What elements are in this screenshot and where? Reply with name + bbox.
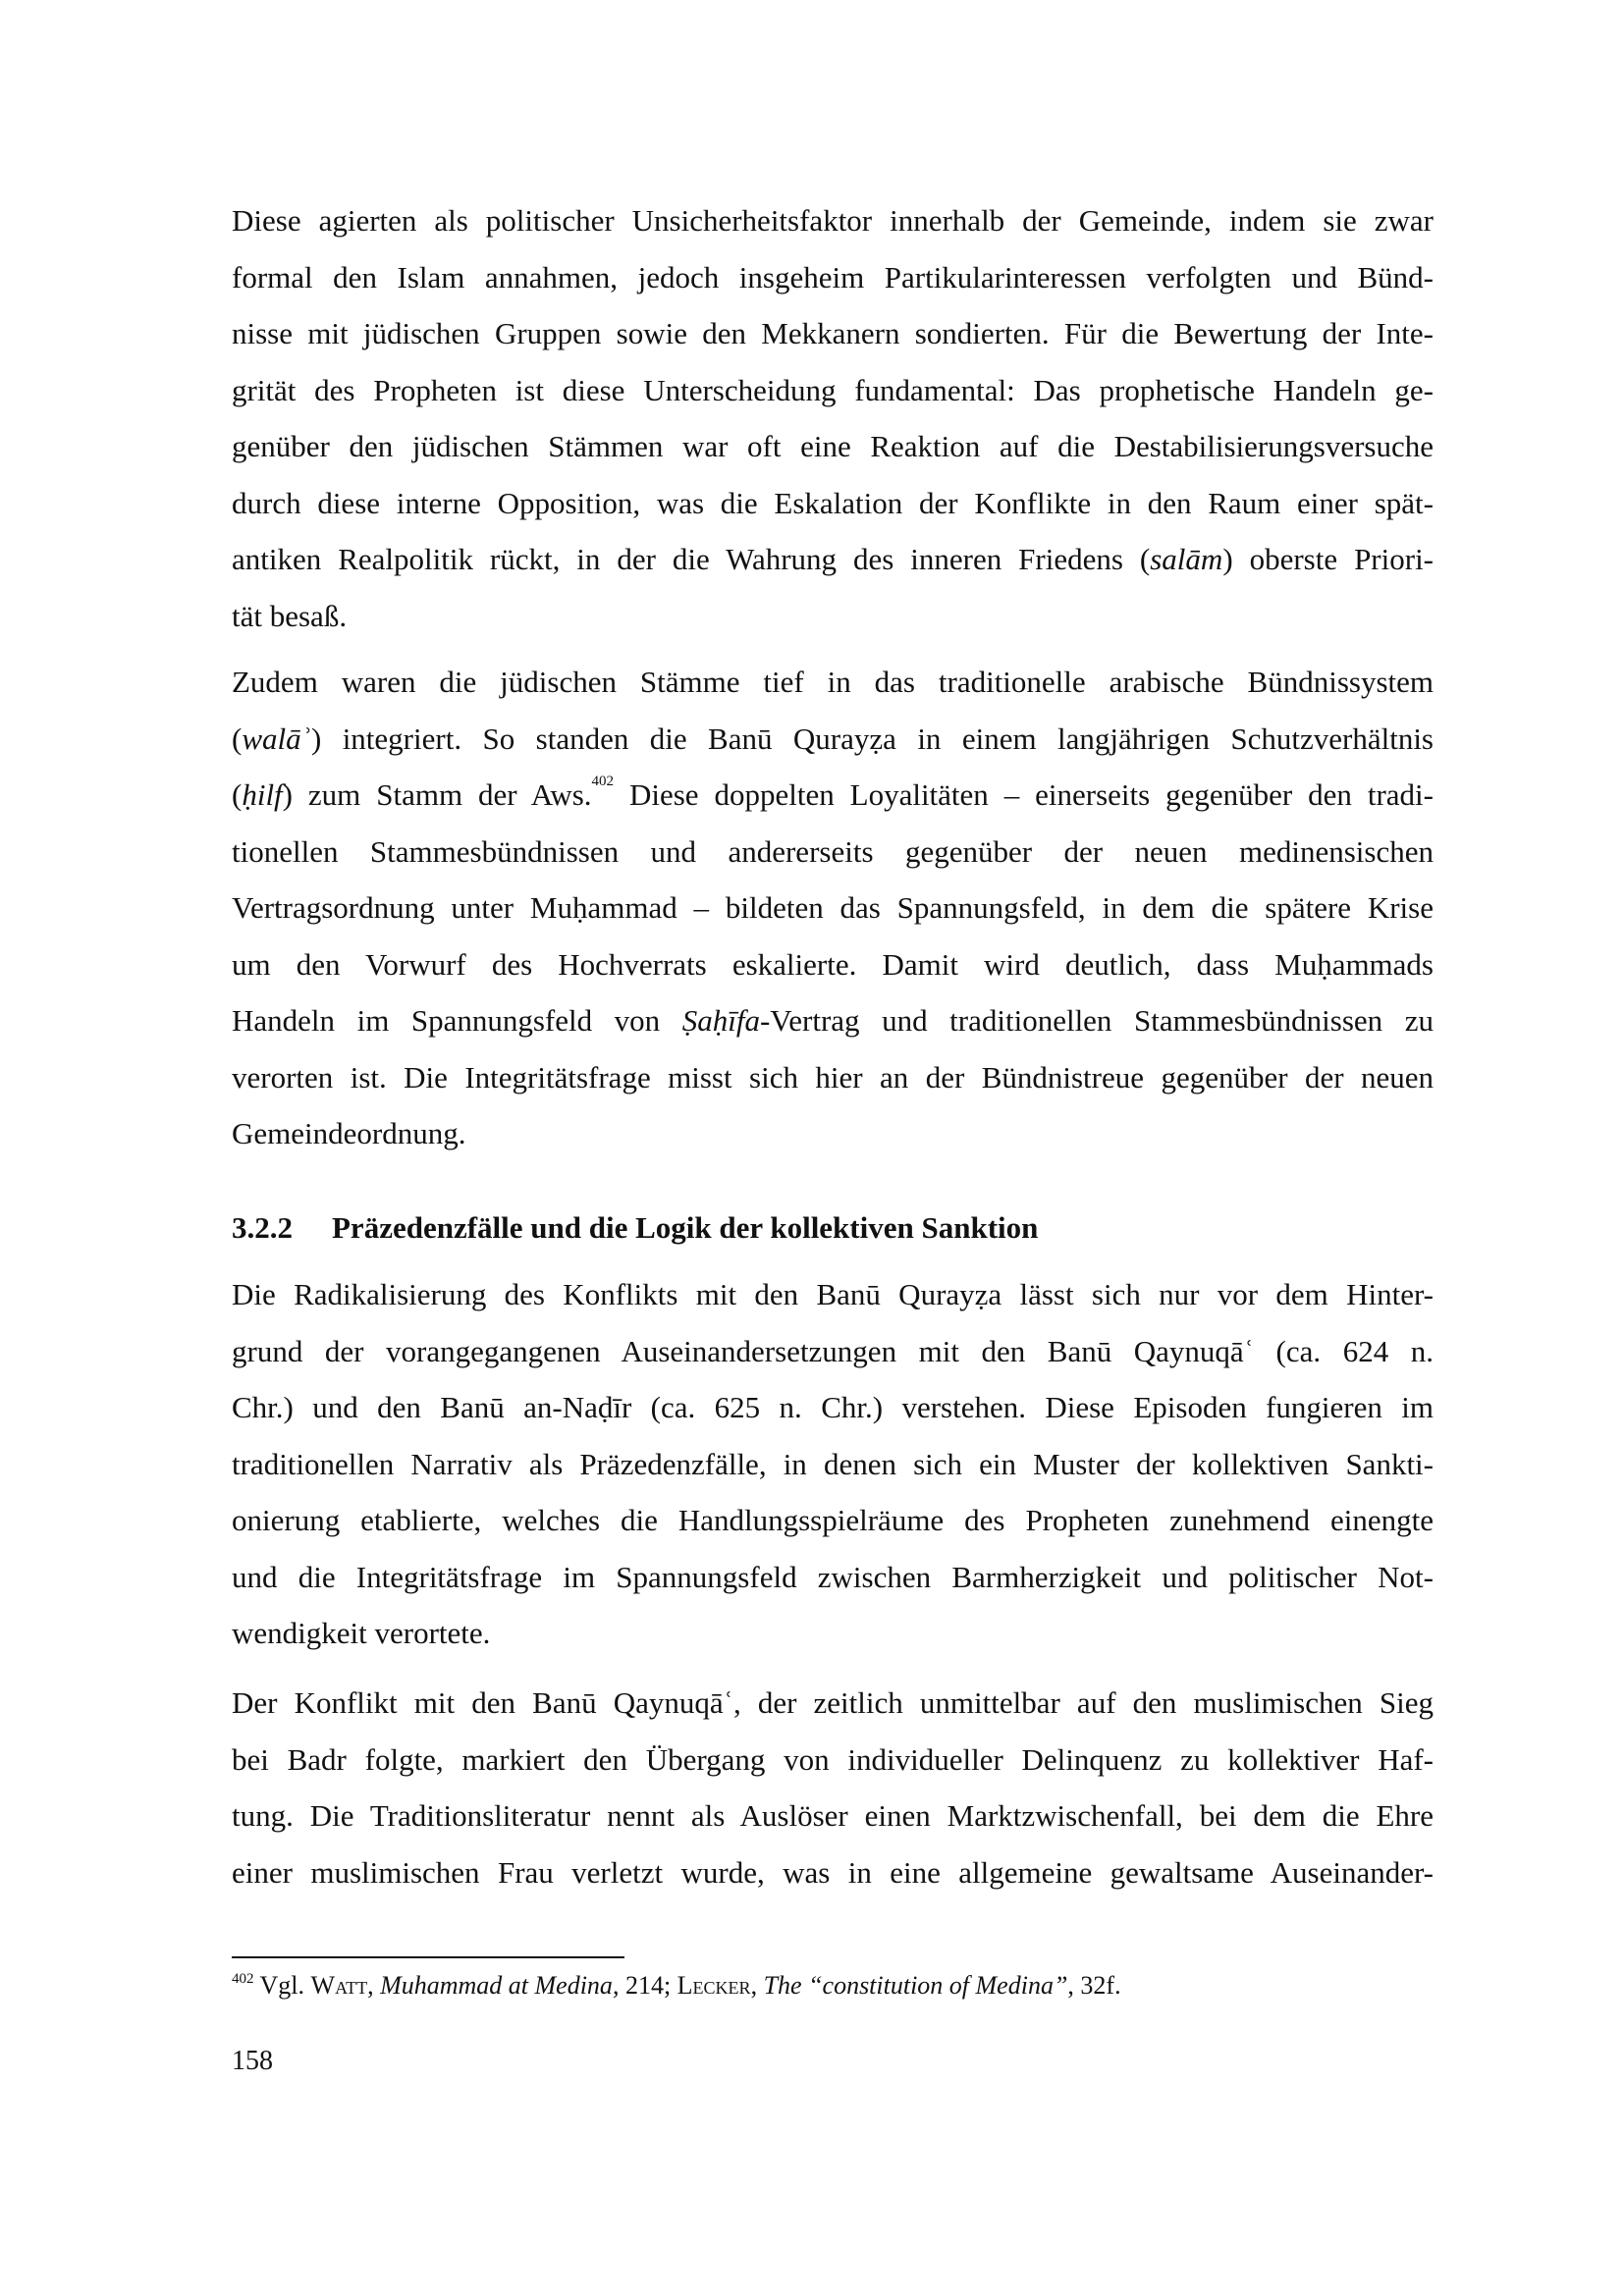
paragraph-line: einer muslimischen Frau verletzt wurde, was in eine allgemeine gewaltsame Auseinander-: [232, 1854, 1434, 1890]
paragraph-line: tät besaß.: [232, 598, 348, 633]
footnote-402: $^{402}$ Vgl. Watt, Muhammad at Medina, 214; Lecker, The “constitution of Medina”, 32f.: [232, 1971, 1121, 2000]
paragraph-line: Gemeindeordnung.: [232, 1116, 466, 1150]
paragraph-4: [232, 1675, 1434, 1900]
paragraph-line: (ḥilf) zum Stamm der Aws.$^{402}$ Diese doppelten Loyalitäten – einerseits gegenüber den tradi-: [232, 774, 1434, 812]
paragraph-line: onierung etablierte, welches die Handlungsspielräume des Propheten zunehmend einengte: [232, 1503, 1434, 1537]
paragraph-line: traditionellen Narrativ als Präzedenzfälle, in denen sich ein Muster der kollektiven Sankti-: [232, 1446, 1434, 1481]
paragraph-line: Die Radikalisierung des Konflikts mit den Banū Qurayẓa lässt sich nur vor dem Hinter-: [232, 1277, 1434, 1311]
paragraph-line: Chr.) und den Banū an-Naḍīr (ca. 625 n. Chr.) verstehen. Diese Episoden fungieren im: [232, 1390, 1434, 1424]
arabic-term-salam: salām: [1150, 542, 1223, 576]
section-title: Präzedenzfälle und die Logik der kollektiven Sanktion: [332, 1210, 1039, 1245]
paragraph-line: Vertragsordnung unter Muḥammad – bildeten das Spannungsfeld, in dem die spätere Krise: [232, 890, 1434, 925]
paragraph-line: tung. Die Traditionsliteratur nennt als Auslöser einen Marktzwischenfall, bei dem die Ehre: [232, 1798, 1434, 1833]
arabic-term-hilf: ḥilf: [242, 777, 283, 812]
paragraph-line: um den Vorwurf des Hochverrats eskalierte. Damit wird deutlich, dass Muḥammads: [232, 946, 1434, 982]
paragraph-line: Zudem waren die jüdischen Stämme tief in das traditionelle arabische Bündnissystem: [232, 665, 1434, 699]
footnote-separator: [232, 1956, 624, 1958]
paragraph-line: durch diese interne Opposition, was die Eskalation der Konflikte in den Raum einer spät-: [232, 485, 1434, 520]
footnote-title: Muhammad at Medina: [380, 1971, 613, 2000]
paragraph-line: grund der vorangegangenen Auseinandersetzungen mit den Banū Qaynuqāʿ (ca. 624 n.: [232, 1333, 1434, 1368]
paragraph-1: [232, 192, 1434, 644]
footnote-reference[interactable]: 402: [591, 774, 615, 789]
arabic-term-sahifa: Ṣaḥīfa: [681, 1003, 760, 1038]
paragraph-line: bei Badr folgte, markiert den Übergang von individueller Delinquenz zu kollektiver Haf-: [232, 1741, 1434, 1777]
paragraph-line: nisse mit jüdischen Gruppen sowie den Mekkanern sondierten. Für die Bewertung der Inte-: [232, 316, 1434, 350]
paragraph-3: [232, 1266, 1434, 1662]
paragraph-line: formal den Islam annahmen, jedoch insgeheim Partikularinteressen verfolgten und Bünd-: [232, 259, 1434, 294]
page-number: 158: [232, 2046, 273, 2076]
section-number: 3.2.2: [232, 1210, 293, 1245]
paragraph-line: Diese agierten als politischer Unsicherheitsfaktor innerhalb der Gemeinde, indem sie zwar: [232, 203, 1434, 238]
paragraph-line: Der Konflikt mit den Banū Qaynuqāʿ, der zeitlich unmittelbar auf den muslimischen Sieg: [232, 1685, 1434, 1720]
paragraph-line: wendigkeit verortete.: [232, 1616, 491, 1650]
footnote-number: 402: [232, 1971, 254, 1987]
section-heading: [232, 1204, 1038, 1252]
paragraph-line: (walāʾ) integriert. So standen die Banū Qurayẓa in einem langjährigen Schutzverhältnis: [232, 721, 1434, 756]
arabic-term-wala: walāʾ: [242, 721, 311, 756]
paragraph-line: und die Integritätsfrage im Spannungsfeld zwischen Barmherzigkeit und politischer Not-: [232, 1559, 1434, 1594]
paragraph-line: antiken Realpolitik rückt, in der die Wahrung des inneren Friedens (salām) oberste Priori-: [232, 542, 1434, 576]
paragraph-2: [232, 654, 1434, 1162]
footnote-title: The “constitution of Medina”: [763, 1971, 1068, 2000]
paragraph-line: genüber den jüdischen Stämmen war oft eine Reaktion auf die Destabilisierungsversuche: [232, 429, 1434, 463]
paragraph-line: verorten ist. Die Integritätsfrage misst sich hier an der Bündnistreue gegenüber der neuen: [232, 1059, 1434, 1095]
paragraph-line: grität des Propheten ist diese Unterscheidung fundamental: Das prophetische Handeln ge-: [232, 372, 1434, 407]
footnote-author: Watt: [310, 1971, 368, 2000]
paragraph-line: tionellen Stammesbündnissen und andererseits gegenüber der neuen medinensischen: [232, 833, 1434, 869]
paragraph-line: Handeln im Spannungsfeld von Ṣaḥīfa-Vertrag und traditionellen Stammesbündnissen zu: [232, 1003, 1434, 1038]
footnote-author: Lecker: [677, 1971, 751, 2000]
